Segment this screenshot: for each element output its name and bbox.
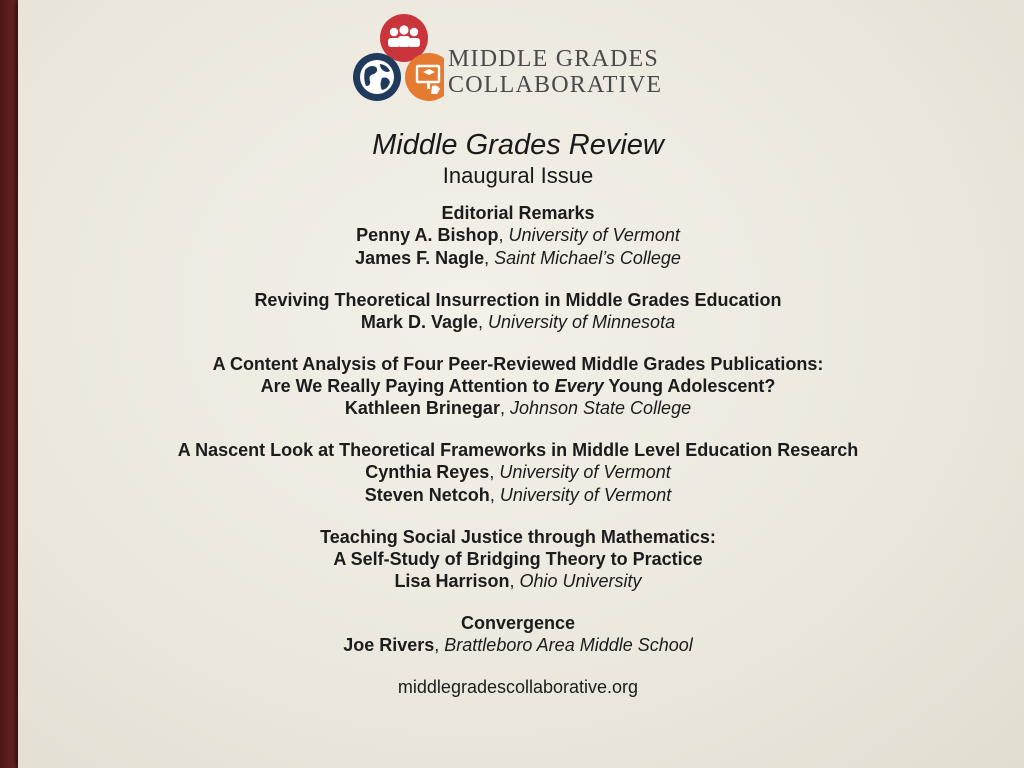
- author-affiliation: University of Minnesota: [488, 312, 676, 332]
- collaborative-logo: [332, 12, 732, 104]
- logo-mark: [332, 12, 444, 104]
- article-title: A Content Analysis of Four Peer-Reviewed Middle Grades Publications:: [212, 354, 824, 374]
- author-name: Kathleen Brinegar: [344, 398, 500, 418]
- author-name: James F. Nagle: [355, 248, 485, 268]
- issue-label: Inaugural Issue: [442, 163, 594, 188]
- logo-wordmark: [448, 46, 662, 98]
- author-name: Steven Netcoh: [364, 485, 490, 505]
- author-affiliation: University of Vermont: [499, 485, 672, 505]
- author-line: Penny A. Bishop, University of Vermont: [356, 225, 680, 245]
- author-affiliation: University of Vermont: [499, 462, 671, 482]
- article-title: A Nascent Look at Theoretical Frameworks in Middle Level Education Research: [177, 440, 859, 460]
- article-title: Reviving Theoretical Insurrection in Middle Grades Education: [254, 290, 782, 310]
- author-affiliation: Ohio University: [519, 571, 642, 591]
- author-name: Lisa Harrison: [394, 571, 510, 591]
- article-entry: [18, 439, 1018, 507]
- title-text: Young Adolescent?: [603, 376, 776, 396]
- website-url: middlegradescollaborative.org: [397, 677, 639, 697]
- author-affiliation: Brattleboro Area Middle School: [444, 635, 693, 655]
- author-line: Cynthia Reyes, University of Vermont: [365, 462, 671, 482]
- author-name: Joe Rivers: [343, 635, 435, 655]
- article-entry: [18, 612, 1018, 657]
- article-entry: [18, 526, 1018, 593]
- title-text: Are We Really Paying Attention to: [260, 376, 555, 396]
- printed-page: [18, 0, 1024, 768]
- author-affiliation: Saint Michael’s College: [494, 248, 681, 268]
- author-name: Cynthia Reyes: [365, 462, 490, 482]
- article-title: Editorial Remarks: [441, 203, 595, 223]
- author-line: Steven Netcoh, University of Vermont: [364, 485, 672, 505]
- article-entry: [18, 353, 1018, 420]
- author-line: Kathleen Brinegar, Johnson State College: [344, 398, 692, 418]
- author-line: James F. Nagle, Saint Michael’s College: [355, 248, 681, 268]
- author-affiliation: Johnson State College: [509, 398, 692, 418]
- article-title: Convergence: [460, 613, 576, 633]
- author-line: Lisa Harrison, Ohio University: [394, 571, 642, 591]
- article-entry: [18, 202, 1018, 270]
- author-line: Joe Rivers, Brattleboro Area Middle School: [343, 635, 693, 655]
- author-name: Mark D. Vagle: [360, 312, 478, 332]
- title-emphasis: Every: [554, 376, 604, 396]
- globe-icon: [353, 53, 401, 101]
- author-affiliation: University of Vermont: [508, 225, 680, 245]
- article-entry: [18, 289, 1018, 334]
- table-of-contents: [18, 118, 1018, 698]
- article-title-line-2: [18, 375, 1018, 397]
- author-line: Mark D. Vagle, University of Minnesota: [360, 312, 676, 332]
- logo-line-1: MIDDLE GRADES: [448, 46, 659, 72]
- logo-line-2: COLLABORATIVE: [448, 72, 663, 98]
- article-title-line-2: A Self-Study of Bridging Theory to Practice: [333, 549, 703, 569]
- journal-title: Middle Grades Review: [372, 129, 664, 161]
- author-name: Penny A. Bishop: [356, 225, 499, 245]
- article-title: Teaching Social Justice through Mathematics:: [320, 527, 716, 547]
